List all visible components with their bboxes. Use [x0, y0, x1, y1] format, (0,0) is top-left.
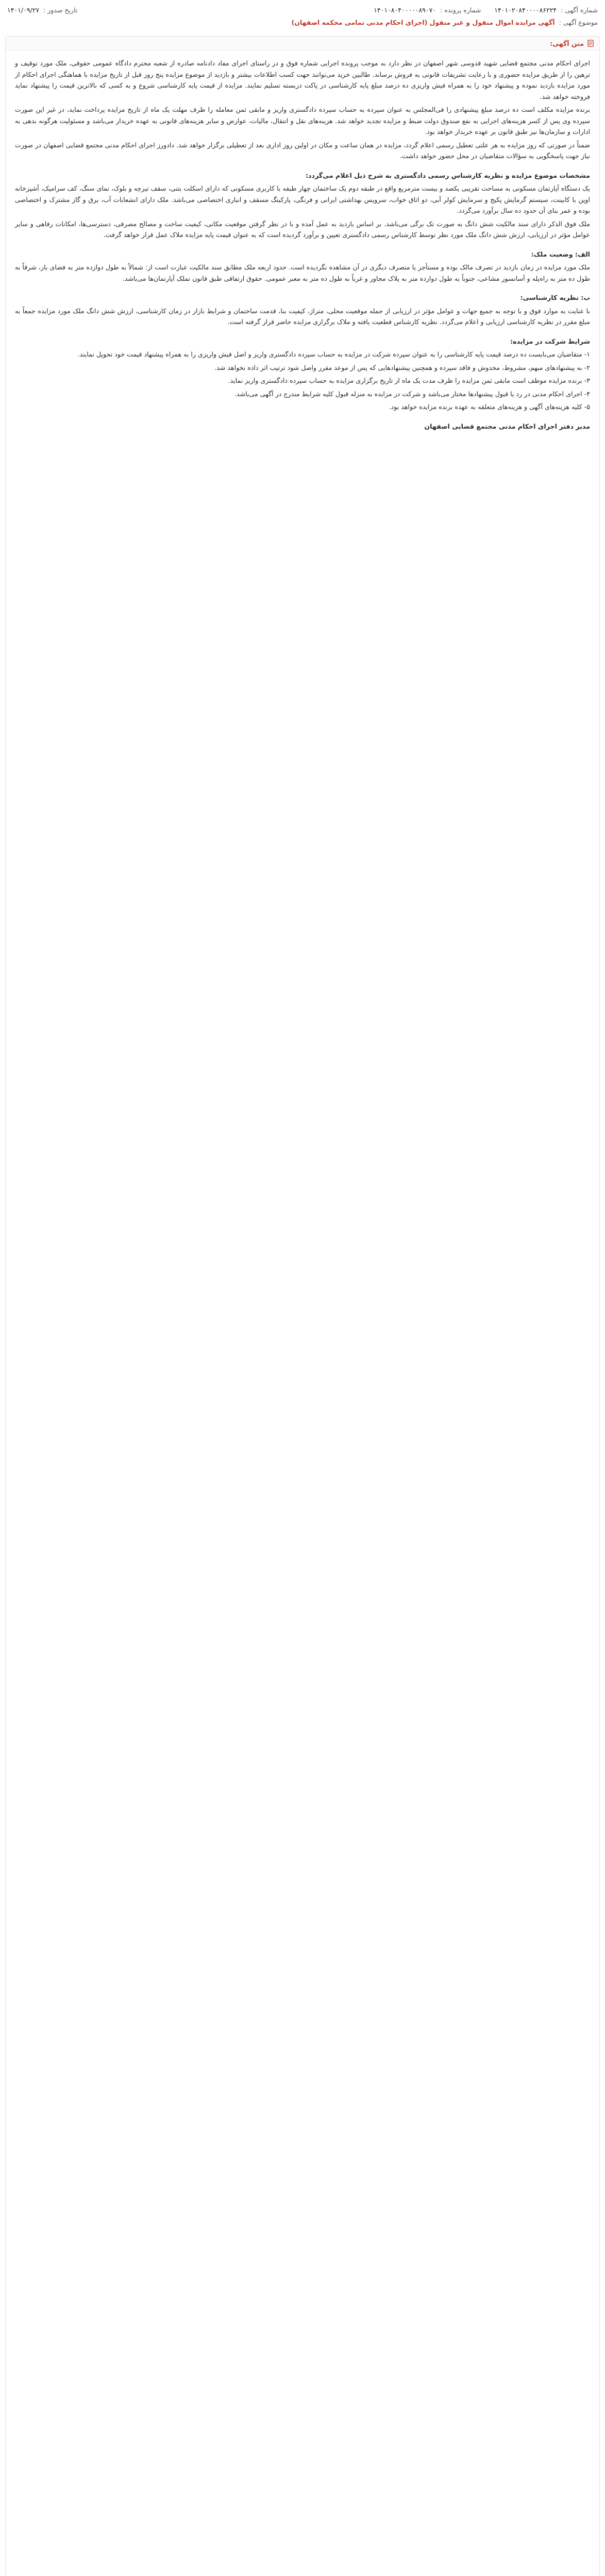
doc-number-label: شماره آگهی :: [561, 6, 598, 14]
subject-label: موضوع آگهی :: [559, 19, 598, 26]
paragraph: ملک فوق الذکر دارای سند مالکیت شش دانگ به صورت تک برگی می‌باشد. بر اساس بازدید به عمل آمده و با در نظر گرفتن موقعیت مکانی، کیفیت ساخت و مصالح مصرفی، دسترسی‌ها، امکانات رفاهی و سایر عوامل مؤثر در ارزیابی، ارزش شش دانگ ملک مورد نظر توسط کارشناس رسمی دادگستری تعیین و برآورد گردیده است که به عنوان قیمت پایه مزایده ملاک عمل قرار خواهد گرفت.: [15, 219, 590, 239]
meta-left: [7, 6, 77, 14]
issue-date: [7, 6, 77, 14]
doc-number-value: ۱۴۰۱۰۲۰۸۴۰۰۰۰۸۶۲۲۴: [494, 6, 557, 14]
section-heading: شرایط شرکت در مزایده:: [510, 337, 590, 345]
paragraph: یک دستگاه آپارتمان مسکونی به مساحت تقریبی یکصد و بیست مترمربع واقع در طبقه دوم یک ساختمان چهار طبقه با کاربری مسکونی که دارای اسکلت بتنی، سقف تیرچه و بلوک، نمای سنگ، کف سرامیک، آشپزخانه اوپن با کابینت، سیستم گرمایش پکیج و سرمایش کولر آبی، دو اتاق خواب، سرویس بهداشتی ایرانی و فرنگی، پارکینگ مسقف و انباری اختصاصی می‌باشد. ملک دارای انشعابات آب، برق و گاز مشترک و اختصاصی بوده و عمر بنای آن حدود ده سال برآورد می‌گردد.: [15, 184, 590, 214]
case-number-label: شماره پرونده :: [440, 6, 481, 14]
notice-body: [6, 50, 599, 443]
paragraph: اجرای احکام مدنی مجتمع قضایی شهید قدوسی شهر اصفهان در نظر دارد به موجب پرونده اجرایی شماره فوق و در راستای اجرای مفاد دادنامه صادره از شعبه محترم دادگاه عمومی حقوقی، ملک مورد توقیف و ترهین را از طریق مزایده حضوری و با رعایت تشریفات قانونی به فروش برساند. طالبین خرید می‌توانند جهت کسب اطلاعات بیشتر و بازدید از موضوع مزایده پنج روز قبل از تاریخ مزایده با هماهنگی اجرای احکام از مورد مزایده بازدید نموده و پیشنهاد خود را به همراه فیش واریزی ده درصد مبلغ پایه کارشناسی در پاکت دربسته تسلیم نمایند. مزایده از قیمت پایه کارشناسی شروع و به کسی که بالاترین قیمت را پیشنهاد نماید فروخته خواهد شد.: [15, 59, 590, 100]
list-item: ۳- برنده مزایده موظف است مابقی ثمن مزایده را ظرف مدت یک ماه از تاریخ برگزاری مزایده به حساب سپرده دادگستری واریز نماید.: [228, 377, 590, 384]
list-item: ۲- به پیشنهادهای مبهم، مشروط، مخدوش و فاقد سپرده و همچنین پیشنهادهایی که پس از موعد مقرر واصل شود ترتیب اثر داده نخواهد شد.: [214, 363, 590, 371]
list-item: ۵- کلیه هزینه‌های آگهی و هزینه‌های متعلقه به عهده برنده مزایده خواهد بود.: [389, 403, 590, 411]
meta-bar: [5, 4, 600, 15]
meta-right: [374, 6, 598, 14]
issue-date-label: تاریخ صدور :: [43, 6, 78, 14]
case-number: [374, 6, 481, 14]
subject-value: آگهی مزایده اموال منقول و غیر منقول (اجرای احکام مدنی تمامی محکمه اصفهان): [291, 19, 555, 26]
notice-header: [6, 37, 599, 50]
document-page: [5, 4, 600, 2576]
issue-date-value: ۱۴۰۱/۰۹/۲۷: [7, 6, 40, 14]
paragraph: ضمناً در صورتی که روز مزایده به هر علتی تعطیل رسمی اعلام گردد، مزایده در همان ساعت و مکان در اولین روز اداری بعد از تعطیلی برگزار خواهد شد. دادورز اجرای احکام مدنی مجتمع قضایی اصفهان در صورت نیاز جهت پاسخگویی به سؤالات متقاضیان در محل حضور خواهد داشت.: [15, 141, 590, 160]
case-number-value: ۱۴۰۱۰۸۰۴۰۰۰۰۰۸۹۰۷۰: [374, 6, 436, 14]
doc-number: [494, 6, 598, 14]
signature-line: مدیر دفتر اجرای احکام مدنی مجتمع قضایی اصفهان: [424, 422, 590, 430]
paragraph: مشخصات موضوع مزایده و نظریه کارشناس رسمی دادگستری به شرح ذیل اعلام می‌گردد:: [306, 171, 590, 179]
list-item: ۱- متقاضیان می‌بایست ده درصد قیمت پایه کارشناسی را به عنوان سپرده شرکت در مزایده به حساب سپرده دادگستری واریز و اصل فیش واریزی را به همراه پیشنهاد قیمت خود تحویل نمایند.: [77, 350, 590, 358]
subject-line: [5, 19, 600, 26]
list-item: ۴- اجرای احکام مدنی در رد یا قبول پیشنهادها مختار می‌باشد و شرکت در مزایده به منزله قبول کلیه شرایط مندرج در آگهی می‌باشد.: [234, 389, 590, 398]
section-heading: ب: نظریه کارشناسی:: [520, 294, 590, 301]
paragraph: با عنایت به موارد فوق و با توجه به جمیع جهات و عوامل مؤثر در ارزیابی از جمله موقعیت محلی، متراژ، کیفیت بنا، قدمت ساختمان و شرایط بازار در زمان کارشناسی، ارزش شش دانگ ملک مورد مزایده جمعاً به مبلغ مقرر در نظریه کارشناسی ارزیابی و اعلام می‌گردد. نظریه کارشناس قطعیت یافته و ملاک برگزاری مزایده حاضر قرار گرفته است.: [15, 307, 590, 326]
document-icon: [587, 40, 594, 47]
paragraph: ملک مورد مزایده در زمان بازدید در تصرف مالک بوده و مستأجر یا متصرف دیگری در آن مشاهده نگردیده است. حدود اربعه ملک مطابق سند مالکیت عبارت است از: شمالاً به طول دوازده متر به فضای باز، شرقاً به طول ده متر به راه‌پله و آسانسور مشاعی، جنوباً به طول دوازده متر به پلاک مجاور و غرباً به طول ده متر به معبر عمومی. حقوق ارتفاقی طبق قانون تملک آپارتمان‌ها می‌باشد.: [15, 263, 590, 282]
section-heading: الف: وضعیت ملک:: [531, 250, 590, 258]
notice-frame: [5, 36, 600, 2576]
notice-title: متن آگهی:: [550, 39, 584, 47]
paragraph: برنده مزایده مکلف است ده درصد مبلغ پیشنهادی را فی‌المجلس به عنوان سپرده به حساب سپرده دادگستری واریز و مابقی ثمن معامله را ظرف مهلت یک ماه از تاریخ مزایده پرداخت نماید، در غیر این صورت سپرده وی پس از کسر هزینه‌های اجرایی به نفع صندوق دولت ضبط و مزایده تجدید خواهد شد. هزینه‌های نقل و انتقال، مالیات، عوارض و سایر هزینه‌های قانونی به عهده خریدار می‌باشد و مسئولیت هرگونه بدهی به ادارات و سازمان‌ها نیز طبق قانون بر عهده خریدار خواهد بود.: [15, 106, 590, 135]
